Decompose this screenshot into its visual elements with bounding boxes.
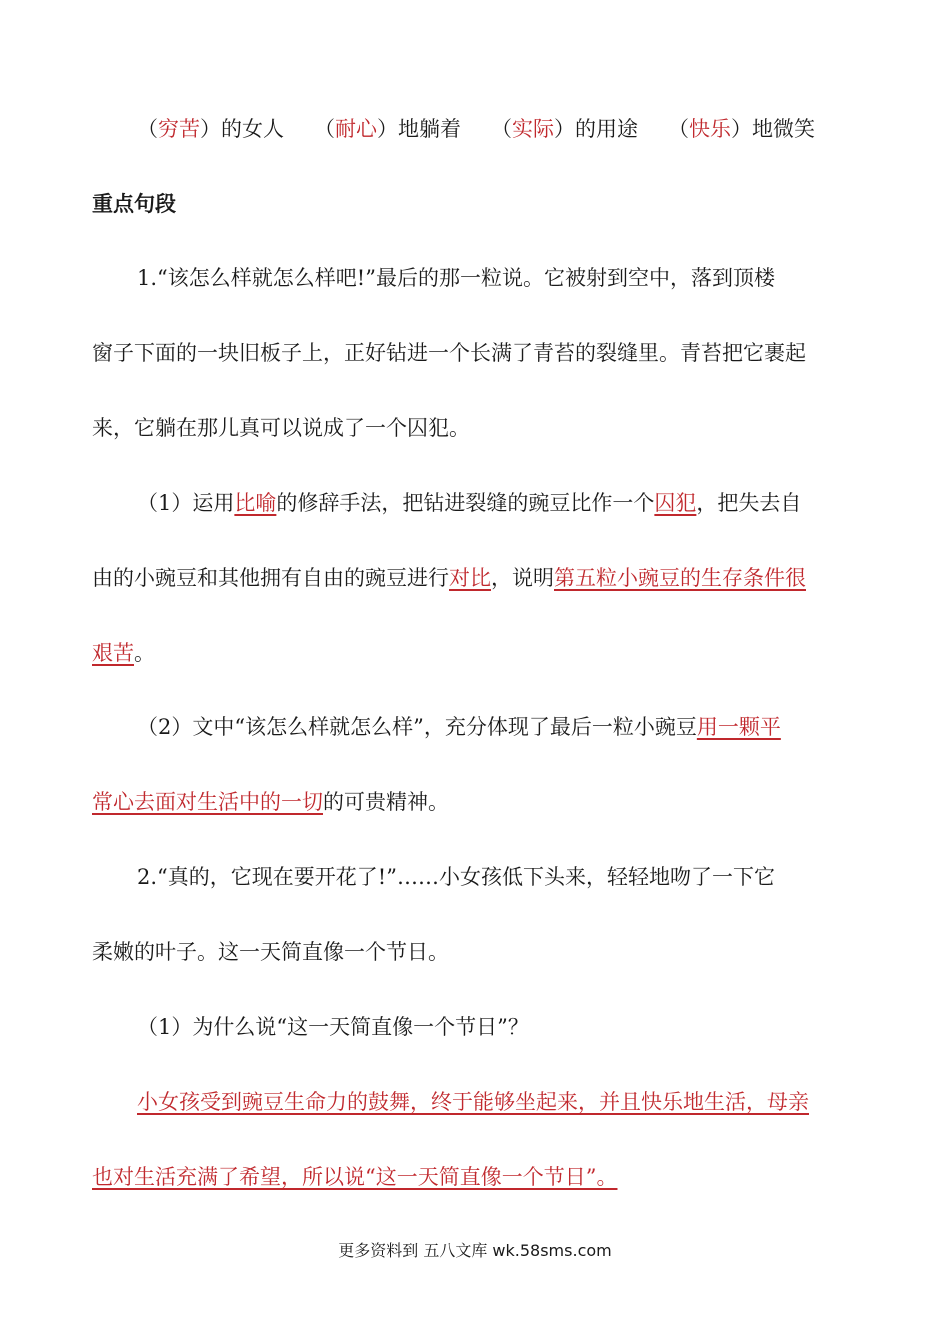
vocab-answer: 实际 [512,117,554,141]
vocab-answer: 快乐 [689,117,731,141]
passage-1-line-2: 窗子下面的一块旧板子上，正好钻进一个长满了青苔的裂缝里。青苔把它裹起 [92,341,806,365]
answer-blank: 比喻 [234,491,277,515]
answer-blank: 也对生活充满了希望，所以说“这一天简直像一个节日”。 [92,1165,618,1189]
answer-blank: 囚犯 [654,491,697,515]
footer-source: 更多资料到 五八文库 wk.58sms.com [338,1241,612,1260]
vocab-line [137,114,897,144]
answer-1-1-line-2: 由的小豌豆和其他拥有自由的豌豆进行对比，说明第五粒小豌豆的生存条件很 [92,566,806,590]
vocab-item: （实际）的用途 [491,117,638,141]
section-title: 重点句段 [92,192,176,216]
vocab-answer: 穷苦 [158,117,200,141]
answer-1-1-line-1: （1）运用比喻的修辞手法，把钻进裂缝的豌豆比作一个囚犯，把失去自 [137,491,802,515]
vocab-item: （耐心）地躺着 [314,117,461,141]
answer-blank: 艰苦 [92,641,134,665]
vocab-item: （穷苦）的女人 [137,117,284,141]
answer-1-1-line-3: 艰苦。 [92,641,155,665]
vocab-item: （快乐）地微笑 [668,117,815,141]
answer-blank: 用一颗平 [696,715,781,739]
answer-2-1-line-1 [137,1087,852,1117]
passage-2-line-1: 2.“真的，它现在要开花了!”……小女孩低下头来，轻轻地吻了一下它 [137,865,775,889]
passage-2-line-2: 柔嫩的叶子。这一天简直像一个节日。 [92,940,449,964]
vocab-answer: 耐心 [335,117,377,141]
answer-blank: 第五粒小豌豆的生存条件很 [554,566,806,590]
answer-1-2-line-1: （2）文中“该怎么样就怎么样”，充分体现了最后一粒小豌豆用一颗平 [137,715,781,739]
answer-blank: 常心去面对生活中的一切 [92,790,323,814]
answer-2-1-line-2 [92,1162,852,1192]
answer-blank: 小女孩受到豌豆生命力的鼓舞，终于能够坐起来，并且快乐地生活，母亲 [137,1090,809,1114]
question-2-1: （1）为什么说“这一天简直像一个节日”？ [137,1015,529,1039]
passage-1-line-1: 1.“该怎么样就怎么样吧!”最后的那一粒说。它被射到空中，落到顶楼 [137,266,775,290]
answer-blank: 对比 [449,566,491,590]
answer-1-2-line-2: 常心去面对生活中的一切的可贵精神。 [92,790,449,814]
passage-1-line-3: 来，它躺在那儿真可以说成了一个囚犯。 [92,416,470,440]
